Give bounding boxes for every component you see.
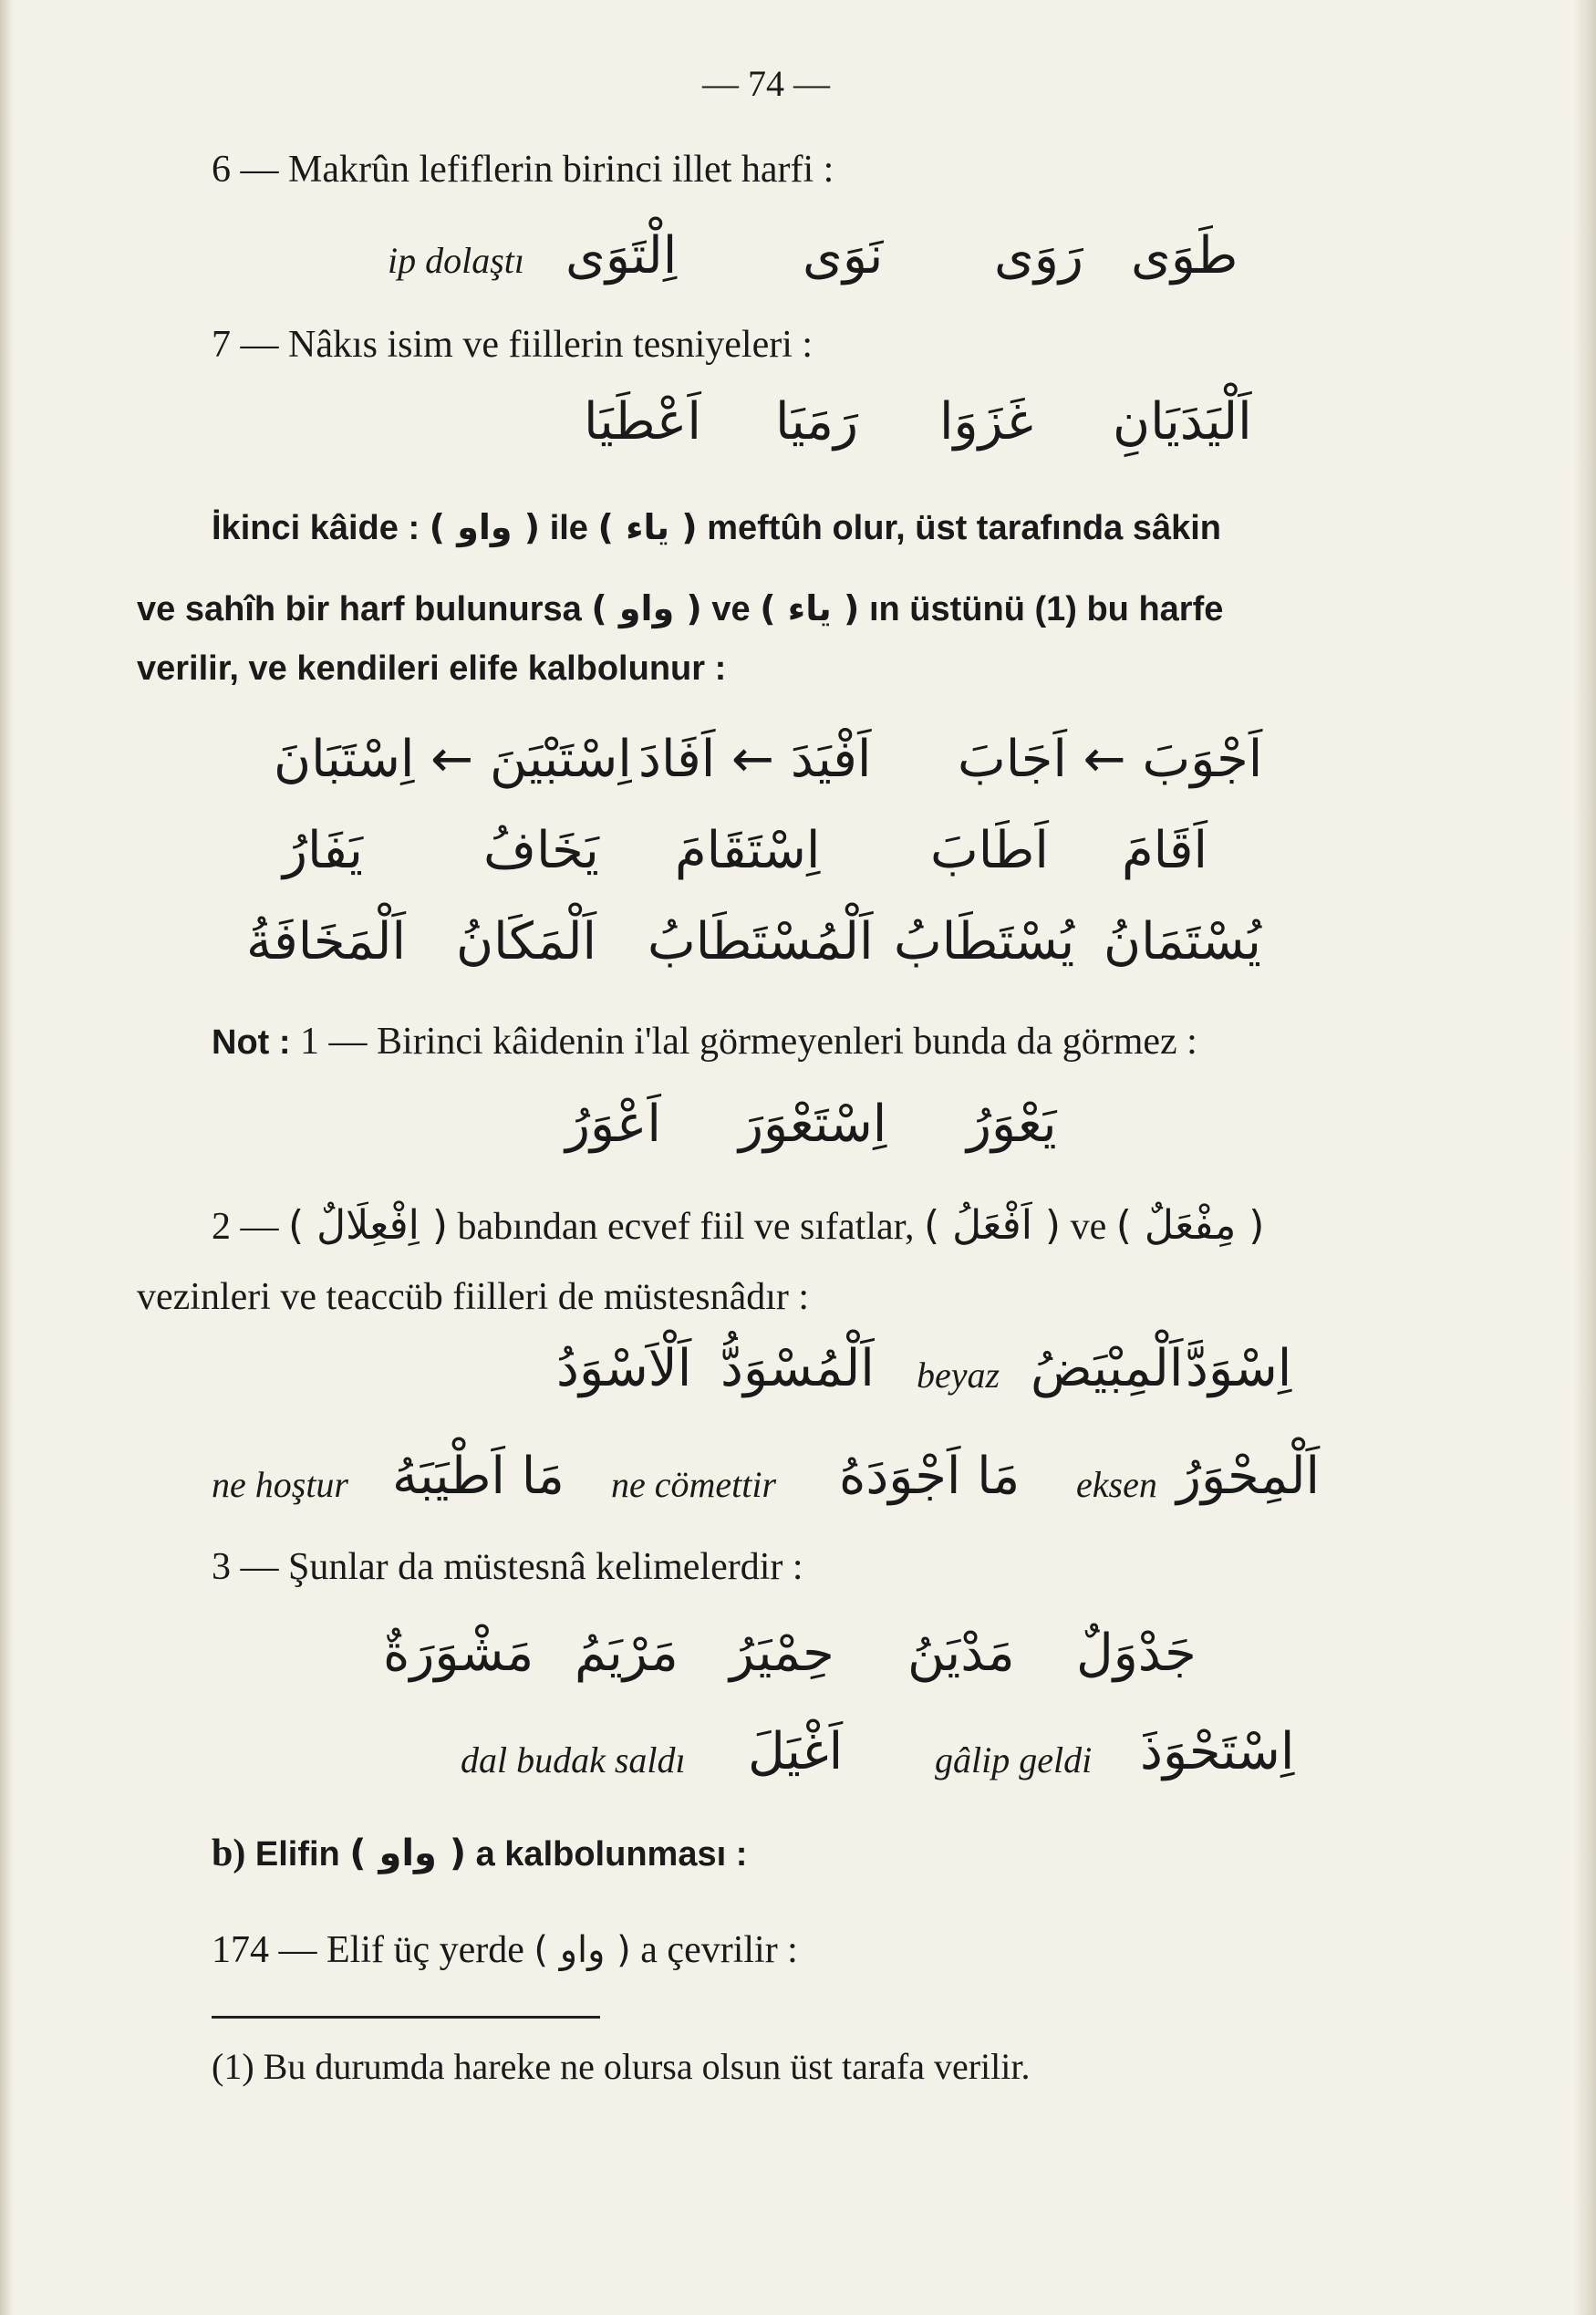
note2-word-4: اَلْاَسْوَدُ xyxy=(556,1339,692,1398)
rule7-word-1: اَعْطَيَا xyxy=(584,392,701,452)
example-row2-3: اِسْتَقَامَ xyxy=(675,821,821,880)
second-rule-line-3: verilir, ve kendileri elife kalbolunur : xyxy=(137,649,727,688)
note3-word-7: اِسْتَحْوَذَ xyxy=(1140,1722,1295,1781)
example-row3-1: يُسْتَمَانُ xyxy=(1104,912,1262,971)
gloss-ne-comettir: ne cömettir xyxy=(611,1464,777,1505)
note-2-line-1: 2 — ( اِفْعِلَالٌ ) babından ecvef fiil ve sıfatlar, ( اَفْعَلُ ) ve ( مِفْعَلٌ ) xyxy=(212,1202,1265,1249)
note1-word-2: اِسْتَعْوَرَ xyxy=(739,1095,887,1154)
example-row2-5: يَفَارُ xyxy=(283,821,364,880)
note2-word-6: مَا اَجْوَدَهُ xyxy=(839,1447,1021,1506)
example-row1-1: اَجْوَبَ ← اَجَابَ xyxy=(958,730,1263,789)
page-edge-left xyxy=(0,0,13,2315)
gloss-eksen: eksen xyxy=(1076,1464,1157,1505)
example-row3-5: اَلْمَخَافَةُ xyxy=(246,912,406,971)
gloss-dal-budak: dal budak saldı xyxy=(461,1739,686,1780)
rule7-word-4: اَلْيَدَيَانِ xyxy=(1113,392,1252,452)
second-rule-line-2: ve sahîh bir harf bulunursa ( واو ) ve ( ياء ) ın üstünü (1) bu harfe xyxy=(137,588,1224,628)
example-row3-2: يُسْتَطَابُ xyxy=(894,912,1075,971)
gloss-galip-geldi: gâlip geldi xyxy=(935,1739,1093,1780)
note3-word-4: مَرْيَمُ xyxy=(575,1624,679,1683)
note2-gloss-beyaz: beyaz xyxy=(917,1355,1000,1396)
example-row2-1: اَقَامَ xyxy=(1122,821,1208,880)
note3-word-5: مَشْوَرَةٌ xyxy=(383,1624,534,1683)
second-rule-line-1: İkinci kâide : ( واو ) ile ( ياء ) meftûh olur, üst tarafında sâkin xyxy=(212,507,1221,547)
example-row1-2: اَفْيَدَ ← اَفَادَ xyxy=(638,730,872,789)
note2-word-3: اَلْمُسْوَدُّ xyxy=(720,1339,875,1398)
rule6-word-1: اِلْتَوَى xyxy=(565,226,678,285)
example-row3-3: اَلْمُسْتَطَابُ xyxy=(648,912,874,971)
note-2-line-2: vezinleri ve teaccüb fiilleri de müstesnâdır : xyxy=(137,1276,810,1318)
note1-word-1: يَعْوَرُ xyxy=(967,1095,1057,1154)
note-3-heading: 3 — Şunlar da müstesnâ kelimelerdir : xyxy=(212,1546,803,1588)
footnote: (1) Bu durumda hareke ne olursa olsun üst tarafa verilir. xyxy=(212,2046,1031,2087)
rule6-word-3: رَوَى xyxy=(994,226,1083,285)
example-row2-4: يَخَافُ xyxy=(483,821,599,880)
note2-word-7: اَلْمِحْوَرُ xyxy=(1176,1447,1321,1506)
note3-word-6: اَغْيَلَ xyxy=(748,1722,844,1781)
rule6-word-2: نَوَى xyxy=(803,226,884,285)
example-row2-2: اَطَابَ xyxy=(930,821,1049,880)
gloss-ne-hostur: ne hoştur xyxy=(212,1464,348,1505)
page-edge-right xyxy=(1574,0,1596,2315)
note2-word-2: اَلْمِبْيَضُ xyxy=(1031,1339,1184,1398)
note3-word-3: حِمْيَرُ xyxy=(730,1624,834,1683)
rule-7-heading: 7 — Nâkıs isim ve fiillerin tesniyeleri : xyxy=(212,324,814,366)
example-row1-3: اِسْتَبْيَنَ ← اِسْتَبَانَ xyxy=(274,730,632,789)
rule7-word-3: غَزَوَا xyxy=(939,392,1033,452)
rule7-word-2: رَمَيَا xyxy=(775,392,858,452)
rule6-gloss: ip dolaştı xyxy=(388,240,525,281)
rule-174: 174 — Elif üç yerde ( واو ) a çevrilir : xyxy=(212,1929,798,1971)
page-number: — 74 — xyxy=(702,63,830,104)
note3-word-1: جَدْوَلٌ xyxy=(1076,1624,1197,1683)
rule6-word-4: طَوَى xyxy=(1131,226,1238,285)
note3-word-2: مَدْيَنُ xyxy=(907,1624,1015,1683)
footnote-separator xyxy=(212,2016,600,2019)
section-b-heading: b) Elifin ( واو ) a kalbolunması : xyxy=(212,1832,748,1874)
note2-word-1: اِسْوَدَّ xyxy=(1186,1339,1292,1398)
example-row3-4: اَلْمَكَانُ xyxy=(456,912,597,971)
note1-word-3: اَعْوَرُ xyxy=(565,1095,661,1154)
note2-word-5: مَا اَطْيَبَهُ xyxy=(392,1447,565,1506)
note-1: Not : 1 — Birinci kâidenin i'lal görmeyenleri bunda da görmez : xyxy=(212,1021,1197,1063)
rule-6-heading: 6 — Makrûn lefiflerin birinci illet harfi : xyxy=(212,149,834,191)
